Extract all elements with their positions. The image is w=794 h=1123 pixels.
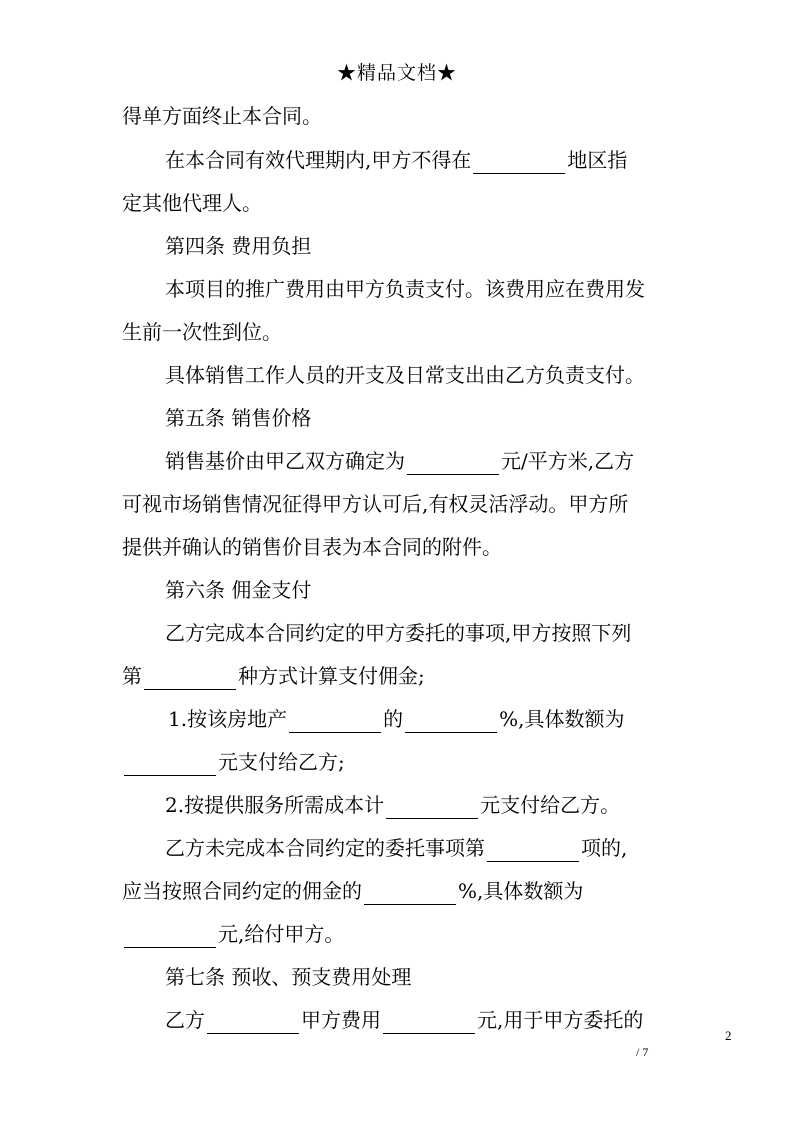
text-segment: %,具体数额为: [499, 707, 625, 731]
text-line: [168, 705, 624, 733]
text-line: [165, 834, 627, 862]
text-segment: 在本合同有效代理期内,甲方不得在: [165, 148, 472, 172]
text-segment: 应当按照合同约定的佣金的: [122, 879, 362, 903]
text-line: 提供并确认的销售价目表为本合同的附件。: [122, 535, 502, 559]
text-segment: 元支付给乙方;: [218, 750, 345, 774]
text-segment: 第: [122, 664, 142, 688]
article-heading: 第七条 预收、预支费用处理: [165, 965, 412, 989]
text-line: 本项目的推广费用由甲方负责支付。该费用应在费用发: [165, 277, 645, 301]
text-segment: %,具体数额为: [458, 879, 584, 903]
text-line: 可视市场销售情况征得甲方认可后,有权灵活浮动。甲方所: [122, 492, 629, 516]
fill-blank: [207, 1013, 299, 1034]
text-line: 得单方面终止本合同。: [122, 104, 322, 128]
text-segment: 种方式计算支付佣金;: [238, 664, 425, 688]
fill-blank: [289, 712, 381, 733]
page-total: / 7: [636, 1045, 649, 1059]
article-heading: 第六条 佣金支付: [165, 578, 312, 602]
text-line: 生前一次性到位。: [122, 320, 282, 344]
text-line: [165, 791, 620, 819]
text-segment: 甲方费用: [301, 1008, 381, 1032]
text-line: [165, 146, 627, 174]
text-segment: 乙方未完成本合同约定的委托事项第: [165, 836, 485, 860]
document-header: ★精品文档★: [336, 62, 457, 84]
text-segment: 元支付给乙方。: [480, 793, 621, 817]
text-line: 定其他代理人。: [122, 191, 262, 215]
fill-blank: [487, 841, 579, 862]
text-line: [122, 920, 344, 948]
fill-blank: [405, 712, 497, 733]
text-segment: 地区指: [567, 148, 628, 172]
article-heading: 第五条 销售价格: [165, 406, 312, 430]
text-segment: 销售基价由甲乙双方确定为: [165, 449, 405, 473]
fill-blank: [124, 927, 216, 948]
text-segment: 元,用于甲方委托的: [477, 1008, 644, 1032]
text-segment: 2.按提供服务所需成本计: [165, 793, 385, 817]
text-segment: 乙方: [165, 1008, 205, 1032]
text-segment: 1.按该房地产: [168, 707, 288, 731]
fill-blank: [364, 884, 456, 905]
text-segment: 的: [383, 707, 404, 731]
text-segment: 元/平方米,乙方: [501, 449, 635, 473]
text-line: 具体销售工作人员的开支及日常支出由乙方负责支付。: [165, 363, 645, 387]
text-segment: 项的,: [581, 836, 628, 860]
fill-blank: [383, 1013, 475, 1034]
fill-blank: [144, 669, 236, 690]
text-line: [122, 877, 583, 905]
fill-blank: [124, 755, 216, 776]
fill-blank: [386, 798, 478, 819]
text-line: 乙方完成本合同约定的甲方委托的事项,甲方按照下列: [165, 621, 632, 645]
text-line: [122, 748, 345, 776]
text-line: [165, 1006, 643, 1034]
fill-blank: [473, 153, 565, 174]
page-number: 2: [725, 1028, 732, 1043]
text-line: [165, 447, 634, 475]
text-line: [122, 662, 425, 690]
text-segment: 元,给付甲方。: [218, 922, 345, 946]
article-heading: 第四条 费用负担: [165, 234, 312, 258]
fill-blank: [407, 454, 499, 475]
